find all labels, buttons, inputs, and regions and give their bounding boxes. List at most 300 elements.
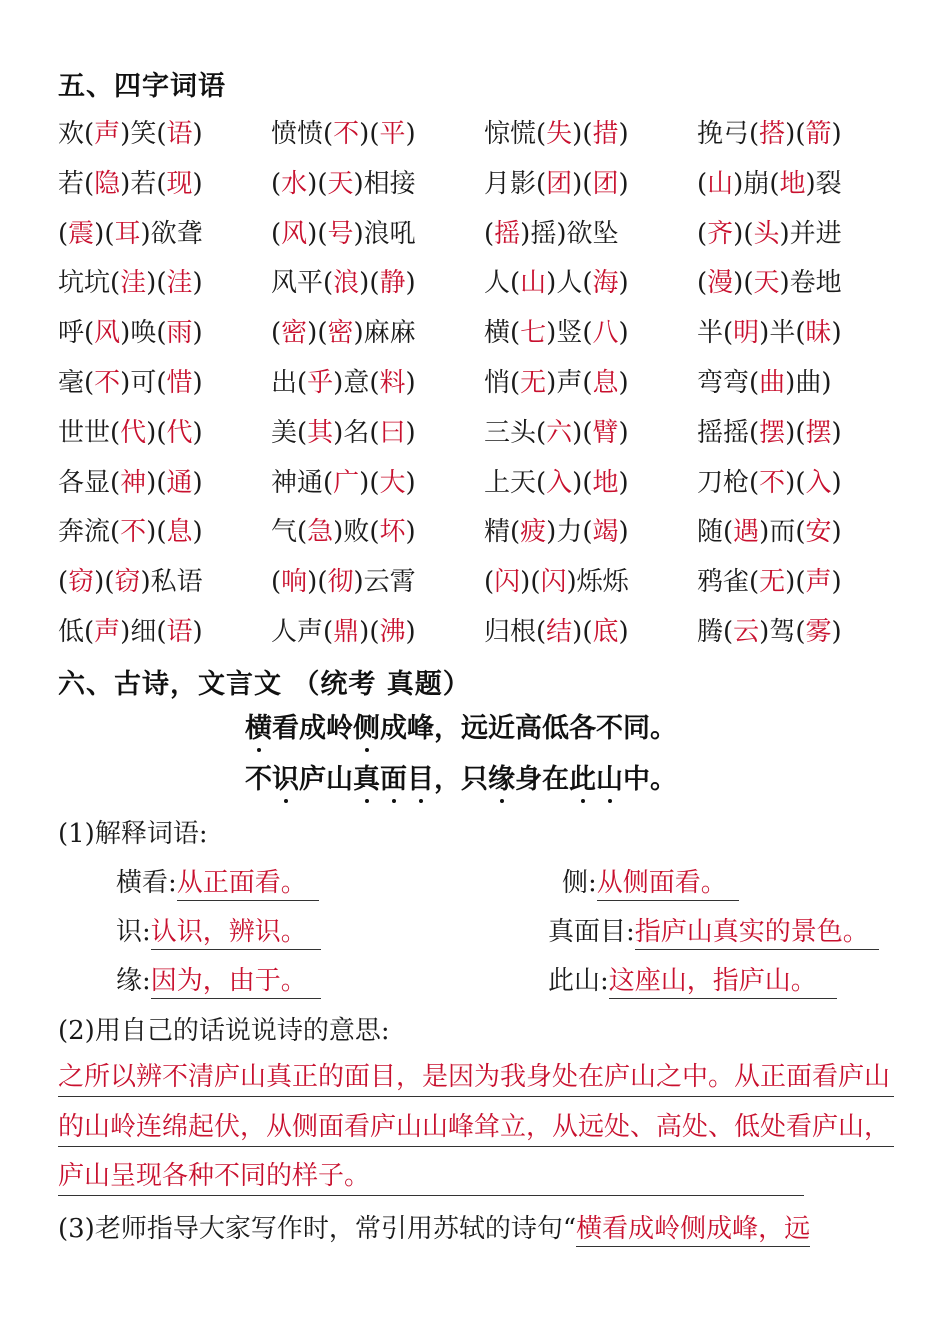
idiom-text: ( [58,567,69,598]
idiom-item [58,359,271,409]
idiom-item [271,309,484,359]
idiom-text: ) [618,367,629,398]
definition-ce [562,862,739,901]
idiom-text: ( [58,218,69,249]
poem-line-2-c: ，只 [434,764,488,795]
section5-title: 五、四字词语 [58,71,226,102]
poem-char-mian: 面 [380,757,407,796]
idiom-text: )名( [333,417,380,448]
idiom-text: 半( [697,318,734,349]
idiom-answer: 闪 [540,567,567,598]
idiom-item [484,210,697,260]
idiom-item [484,558,697,608]
poem-char-yuan: 缘 [488,757,515,796]
idiom-answer: 云 [733,616,760,647]
idiom-item [697,459,910,509]
idiom-answer: 山 [707,168,734,199]
idiom-text: )( [146,268,167,299]
idiom-text: )云霄 [353,567,416,598]
idiom-answer: 急 [307,517,334,548]
idiom-text: )相接 [353,168,416,199]
question-2-answer: 之所以辨不清庐山真正的面目，是因为我身处在庐山之中。从正面看庐山的山岭连绵起伏，从侧面看庐山山峰耸立，从远处、高处、低处看庐山，庐山呈现各种不同的样子。 [58,1062,891,1192]
poem-line-1-mid: 看成岭 [272,713,353,744]
idiom-item [484,459,697,509]
idiom-answer: 震 [68,218,95,249]
idiom-text: )( [359,467,380,498]
idiom-answer: 天 [327,168,354,199]
idiom-answer: 浪 [333,268,360,299]
idiom-text: ( [271,318,282,349]
definition-yuan [116,960,321,999]
idiom-answer: 团 [592,168,619,199]
poem-char-ci: 此 [569,757,596,796]
poem-line-2-b: 庐山 [299,764,353,795]
idiom-text: ) [405,268,416,299]
idiom-text: 鸦雀( [697,567,760,598]
idiom-text: ) [192,417,203,448]
poem-line-1-rest: 成峰，远近高低各不同。 [380,713,677,744]
term-zhenmianmu: 真面目: [548,917,635,947]
idiom-item [697,160,910,210]
idiom-answer: 七 [520,318,547,349]
idiom-text: )( [733,218,754,249]
idiom-text: )摇)欲坠 [520,218,619,249]
idiom-answer: 坏 [379,517,406,548]
idiom-answer: 代 [120,417,147,448]
idiom-answer: 团 [546,168,573,199]
idiom-text: )( [307,168,328,199]
idiom-answer: 曲 [759,367,786,398]
idiom-text: 横( [484,318,521,349]
idiom-text: ) [618,318,629,349]
idiom-answer: 不 [759,467,786,498]
idiom-answer: 鼎 [333,616,360,647]
answer-hengkan: 从正面看。 [177,862,319,901]
idiom-item [271,409,484,459]
idiom-text: ) [618,517,629,548]
idiom-text: )唤( [120,318,167,349]
idiom-text: )麻麻 [353,318,416,349]
idiom-answer: 代 [166,417,193,448]
idiom-text: ) [618,268,629,299]
idiom-text: ) [618,417,629,448]
idiom-text: )( [146,467,167,498]
idiom-text: ) [405,367,416,398]
idiom-answer: 声 [94,616,121,647]
idiom-answer: 闪 [494,567,521,598]
idiom-text: 归根( [484,616,547,647]
idiom-text: )半( [759,318,806,349]
idiom-text: 刀枪( [697,467,760,498]
idiom-text: ( [271,218,282,249]
idiom-answer: 无 [520,367,547,398]
poem-char-zhen: 真 [353,757,380,796]
idiom-text: ( [697,268,708,299]
answer-ce: 从侧面看。 [597,862,739,901]
idiom-text: )( [359,119,380,149]
idiom-answer: 海 [592,268,619,299]
idiom-text: ( [271,567,282,598]
idiom-text: ) [405,517,416,548]
answer-shi: 认识，辨识。 [151,911,321,950]
idiom-answer: 地 [592,467,619,498]
idiom-item [271,459,484,509]
term-hengkan: 横看: [116,868,177,898]
term-cishan: 此山: [548,966,609,996]
idiom-text: 毫( [58,367,95,398]
idiom-text: 神通( [271,467,334,498]
idiom-answer: 结 [546,616,573,647]
idiom-item [484,508,697,558]
idiom-item [697,359,910,409]
idiom-text: 惊慌( [484,119,547,149]
idiom-answer: 齐 [707,218,734,249]
idiom-text: )( [572,467,593,498]
idiom-item [697,309,910,359]
idiom-answer: 摆 [805,417,832,448]
idiom-text: 低( [58,616,95,647]
idiom-item [484,309,697,359]
idiom-item [271,558,484,608]
idiom-text: )( [785,567,806,598]
idiom-text: 悄( [484,367,521,398]
idiom-answer: 密 [327,318,354,349]
idiom-item [271,508,484,558]
idiom-text: ) [405,467,416,498]
idiom-answer: 山 [520,268,547,299]
question-1-label: (1)解释词语: [58,819,208,849]
poem-char-ce: 侧 [353,706,380,745]
idiom-text: )( [785,417,806,448]
idiom-text: )( [572,417,593,448]
idiom-grid [58,110,938,658]
idiom-item [484,608,697,658]
idiom-answer: 广 [333,467,360,498]
idiom-answer: 入 [546,467,573,498]
idiom-text: )( [785,467,806,498]
idiom-item [484,110,697,160]
idiom-answer: 摇 [494,218,521,249]
idiom-answer: 箭 [805,119,832,149]
idiom-text: )竖( [546,318,593,349]
idiom-answer: 不 [333,119,360,149]
idiom-item [697,409,910,459]
idiom-answer: 洼 [120,268,147,299]
idiom-item [697,259,910,309]
idiom-answer: 风 [281,218,308,249]
idiom-item [697,558,910,608]
idiom-item [271,608,484,658]
idiom-text: 摇摇( [697,417,760,448]
idiom-answer: 通 [166,467,193,498]
idiom-text: )( [94,567,115,598]
idiom-answer: 失 [546,119,573,149]
idiom-text: 愤愤( [271,119,334,149]
idiom-answer: 疲 [520,517,547,548]
idiom-text: ) [618,168,629,199]
idiom-text: 人( [484,268,521,299]
idiom-text: )人( [546,268,593,299]
idiom-text: ( [697,218,708,249]
idiom-text: )( [307,318,328,349]
definition-cishan [548,960,837,999]
question-3-prompt: (3)老师指导大家写作时，常引用苏轼的诗句“ [58,1214,577,1244]
idiom-text: ) [192,367,203,398]
idiom-answer: 头 [753,218,780,249]
idiom-text: ) [192,517,203,548]
idiom-answer: 号 [327,218,354,249]
idiom-text: )卷地 [779,268,842,299]
idiom-item [58,160,271,210]
idiom-text: ( [271,168,282,199]
idiom-answer: 曰 [379,417,406,448]
idiom-answer: 窃 [114,567,141,598]
idiom-answer: 天 [753,268,780,299]
question-3-answer: 横看成岭侧成峰，远 [576,1208,810,1247]
poem-line-1 [245,706,677,745]
idiom-answer: 其 [307,417,334,448]
idiom-text: ) [618,119,629,149]
idiom-item [697,508,910,558]
idiom-item [58,608,271,658]
idiom-answer: 底 [592,616,619,647]
idiom-text: ( [697,168,708,199]
idiom-answer: 洼 [166,268,193,299]
idiom-text: 呼( [58,318,95,349]
idiom-item [484,409,697,459]
idiom-answer: 昧 [805,318,832,349]
idiom-text: )烁烁 [566,567,629,598]
idiom-answer: 六 [546,417,573,448]
poem-line-2-e: 中。 [623,764,677,795]
idiom-text: )( [572,616,593,647]
idiom-answer: 搭 [759,119,786,149]
idiom-text: 坑坑( [58,268,121,299]
idiom-text: )若( [120,168,167,199]
poem-char-shan: 山 [596,757,623,796]
poem-char-mu: 目 [407,757,434,796]
idiom-text: )而( [759,517,806,548]
idiom-item [271,160,484,210]
idiom-answer: 无 [759,567,786,598]
idiom-text: ) [192,268,203,299]
idiom-answer: 窃 [68,567,95,598]
term-yuan: 缘: [116,966,151,996]
idiom-item [271,110,484,160]
idiom-text: )细( [120,616,167,647]
idiom-text: ( [484,218,495,249]
idiom-text: )浪吼 [353,218,416,249]
idiom-item [271,259,484,309]
definition-shi [116,911,321,950]
idiom-answer: 息 [166,517,193,548]
idiom-text: )( [146,517,167,548]
poem-line-2-d: 身在 [515,764,569,795]
idiom-text: )( [359,268,380,299]
idiom-answer: 息 [592,367,619,398]
idiom-text: ) [831,417,842,448]
idiom-text: ) [831,318,842,349]
idiom-text: 美( [271,417,308,448]
idiom-text: ) [192,616,203,647]
idiom-text: 若( [58,168,95,199]
idiom-answer: 神 [120,467,147,498]
idiom-item [58,259,271,309]
idiom-text: )裂 [805,168,842,199]
idiom-answer: 摆 [759,417,786,448]
idiom-item [58,558,271,608]
poem-line-2 [245,757,677,796]
answer-cishan: 这座山，指庐山。 [609,960,837,999]
idiom-text: 精( [484,517,521,548]
idiom-item [58,110,271,160]
idiom-answer: 臂 [592,417,619,448]
idiom-answer: 雨 [166,318,193,349]
idiom-text: ) [405,616,416,647]
idiom-text: 挽弓( [697,119,760,149]
term-ce: 侧: [562,868,597,898]
idiom-item [484,359,697,409]
idiom-text: ) [192,467,203,498]
idiom-answer: 沸 [379,616,406,647]
idiom-text: )声( [546,367,593,398]
idiom-text: 弯弯( [697,367,760,398]
section6-title: 六、古诗，文言文 （统考 真题） [58,669,471,700]
idiom-item [697,210,910,260]
poem-char-heng: 横 [245,706,272,745]
definition-hengkan [116,862,319,901]
term-shi: 识: [116,917,151,947]
idiom-answer: 措 [592,119,619,149]
idiom-text: )笑( [120,119,167,149]
idiom-answer: 水 [281,168,308,199]
idiom-item [58,508,271,558]
idiom-text: ) [831,567,842,598]
idiom-text: 出( [271,367,308,398]
idiom-text: ) [618,616,629,647]
idiom-answer: 密 [281,318,308,349]
idiom-answer: 现 [166,168,193,199]
idiom-answer: 明 [733,318,760,349]
idiom-answer: 耳 [114,218,141,249]
idiom-text: )驾( [759,616,806,647]
idiom-text: ) [405,417,416,448]
idiom-text: 风平( [271,268,334,299]
idiom-answer: 乎 [307,367,334,398]
poem-char-shi: 识 [272,757,299,796]
idiom-text: ) [192,318,203,349]
idiom-text: 随( [697,517,734,548]
idiom-text: ) [405,119,416,149]
idiom-answer: 彻 [327,567,354,598]
definition-zhenmianmu [548,911,879,950]
idiom-text: 三头( [484,417,547,448]
question-3-text [58,1208,810,1247]
idiom-answer: 平 [379,119,406,149]
idiom-text: )( [572,168,593,199]
idiom-answer: 声 [94,119,121,149]
idiom-item [697,608,910,658]
idiom-answer: 风 [94,318,121,349]
idiom-item [271,359,484,409]
idiom-text: )欲聋 [140,218,203,249]
idiom-text: )( [146,417,167,448]
idiom-text: ) [831,467,842,498]
idiom-answer: 雾 [805,616,832,647]
idiom-item [58,210,271,260]
poem-line-2-a: 不 [245,764,272,795]
idiom-answer: 惜 [166,367,193,398]
idiom-answer: 不 [120,517,147,548]
idiom-text: )可( [120,367,167,398]
idiom-text: 欢( [58,119,95,149]
idiom-item [58,409,271,459]
idiom-answer: 大 [379,467,406,498]
idiom-text: )( [520,567,541,598]
idiom-text: )曲) [785,367,832,398]
question-2-label: (2)用自己的话说说诗的意思: [58,1016,390,1046]
idiom-answer: 地 [779,168,806,199]
idiom-answer: 不 [94,367,121,398]
idiom-answer: 料 [379,367,406,398]
idiom-text: 奔流( [58,517,121,548]
idiom-answer: 安 [805,517,832,548]
idiom-answer: 语 [166,119,193,149]
idiom-text: )( [307,218,328,249]
idiom-item [697,110,910,160]
idiom-answer: 静 [379,268,406,299]
idiom-text: )( [733,268,754,299]
idiom-text: 腾( [697,616,734,647]
idiom-text: )( [94,218,115,249]
idiom-text: ) [831,119,842,149]
idiom-text: )力( [546,517,593,548]
idiom-item [58,459,271,509]
idiom-text: )( [785,119,806,149]
idiom-text: ) [192,168,203,199]
idiom-text: 各显( [58,467,121,498]
idiom-text: ( [484,567,495,598]
idiom-answer: 隐 [94,168,121,199]
idiom-text: )并进 [779,218,842,249]
idiom-answer: 入 [805,467,832,498]
idiom-text: ) [831,517,842,548]
idiom-text: )意( [333,367,380,398]
idiom-answer: 声 [805,567,832,598]
idiom-text: 人声( [271,616,334,647]
idiom-text: ) [618,467,629,498]
idiom-item [58,309,271,359]
idiom-text: 世世( [58,417,121,448]
idiom-answer: 竭 [592,517,619,548]
idiom-text: ) [192,119,203,149]
idiom-item [484,259,697,309]
idiom-text: )( [572,119,593,149]
idiom-answer: 遇 [733,517,760,548]
idiom-text: )败( [333,517,380,548]
idiom-text: 气( [271,517,308,548]
answer-yuan: 因为，由于。 [151,960,321,999]
idiom-answer: 响 [281,567,308,598]
idiom-item [484,160,697,210]
idiom-text: )( [359,616,380,647]
idiom-text: )崩( [733,168,780,199]
idiom-text: 月影( [484,168,547,199]
idiom-text: )( [307,567,328,598]
idiom-text: 上天( [484,467,547,498]
idiom-answer: 八 [592,318,619,349]
idiom-text: ) [831,616,842,647]
